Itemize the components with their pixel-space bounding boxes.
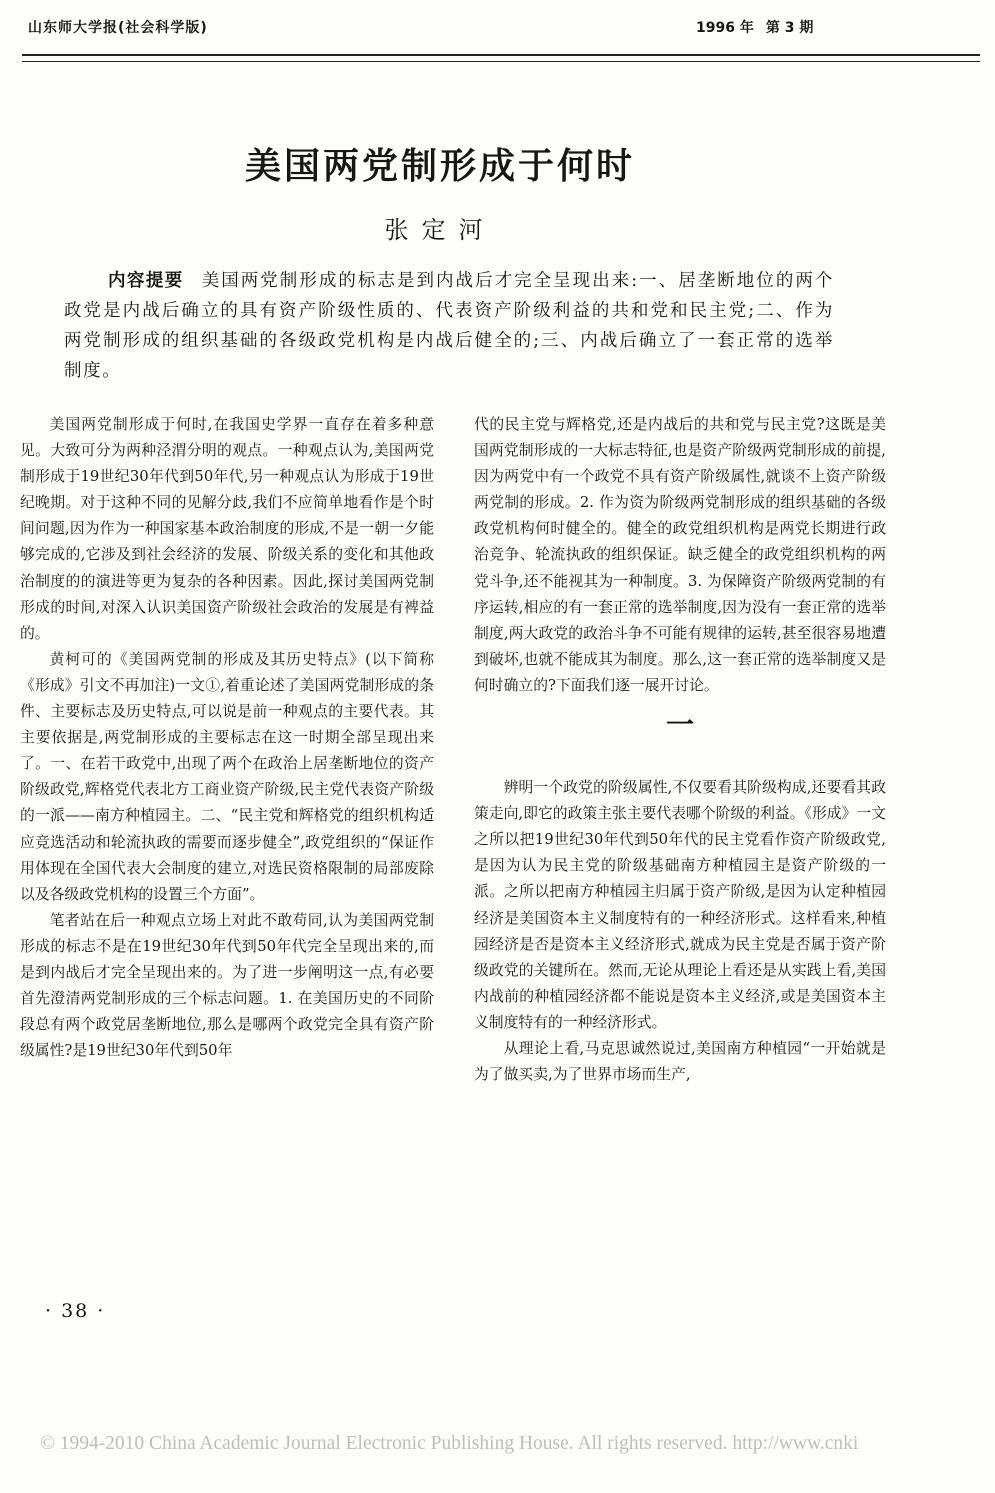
paragraph: 黄柯可的《美国两党制的形成及其历史特点》(以下简称《形成》引文不再加注)一文①,着重论述了美国两党制形成的条件、主要标志及历史特点,可以说是前一种观点的主要代表。其主要依据是,两党制形成的主要标志在这一时期全部呈现出来了。一、在若干政党中,出现了两个在政治上居垄断地位的资产阶级政党,辉格党代表北方工商业资产阶级,民主党代表资产阶级的一派——南方种植园主。二、“民主党和辉格党的组织机构适应竞选活动和轮流执政的需要而逐步健全”,政党组织的“保证作用体现在全国代表大会制度的建立,对选民资格限制的局部废除以及各级政党机构的设置三个方面”。 bbox=[20, 650, 434, 903]
abstract-label: 内容提要 bbox=[108, 271, 184, 291]
abstract-text: 美国两党制形成的标志是到内战后才完全呈现出来:一、居垄断地位的两个政党是内战后确立的具有资产阶级性质的、代表资产阶级利益的共和党和民主党;二、作为两党制形成的组织基础的各级政党机构是内战后健全的;三、内战后确立了一套正常的选举制度。 bbox=[64, 271, 834, 381]
section-heading: 一 bbox=[665, 708, 694, 742]
abstract bbox=[64, 266, 834, 386]
header-rule-thick bbox=[22, 54, 980, 56]
issue-year: 1996 年 bbox=[696, 20, 754, 36]
paragraph: 从理论上看,马克思诚然说过,美国南方种植园“一开始就是为了做买卖,为了世界市场而生产, bbox=[474, 1039, 886, 1084]
paragraph: 辨明一个政党的阶级属性,不仅要看其阶级构成,还要看其政策走向,即它的政策主张主要代表哪个阶级的利益。《形成》一文之所以把19世纪30年代到50年代的民主党看作资产阶级政党,是因为认为民主党的阶级基础南方种植园主是资产阶级的一派。之所以把南方种植园主归属于资产阶级,是因为认定种植园经济是美国资本主义制度特有的一种经济形式。这样看来,种植园经济是否是资本主义经济形式,就成为民主党是否属于资产阶级政党的关键所在。然而,无论从理论上看还是从实践上看,美国内战前的种植园经济都不能说是资本主义经济,或是美国资本主义制度特有的一种经济形式。 bbox=[474, 779, 886, 1031]
header-rule-thin bbox=[22, 61, 980, 62]
paragraph-continued: 代的民主党与辉格党,还是内战后的共和党与民主党?这既是美国两党制形成的一大标志特征,也是资产阶级两党制形成的前提,因为两党中有一个政党不具有资产阶级属性,就谈不上资产阶级两党制的形成。2. 作为资为阶级两党制形成的组织基础的各级政党机构何时健全的。健全的政党组织机构是两党长期进行政治竞争、轮流执政的组织保证。缺乏健全的政党组织机构的两党斗争,还不能视其为一种制度。3. 为保障资产阶级两党制的有序运转,相应的有一套正常的选举制度,因为没有一套正常的选举制度,两大政党的政治斗争不可能有规律的运转,甚至很容易地遭到破坏,也就不能成其为制度。那么,这一套正常的选举制度又是何时确立的?下面我们逐一展开讨论。 bbox=[474, 416, 886, 694]
paragraph: 美国两党制形成于何时,在我国史学界一直存在着多种意见。大致可分为两种泾渭分明的观点。一种观点认为,美国两党制形成于19世纪30年代到50年代,另一种观点认为形成于19世纪晚期。对于这种不同的见解分歧,我们不应简单地看作是个时间问题,因为作为一种国家基本政治制度的形成,不是一朝一夕能够完成的,它涉及到社会经济的发展、阶级关系的变化和其他政治制度的的演进等更为复杂的各种因素。因此,探讨美国两党制形成的时间,对深入认识美国资产阶级社会政治的发展是有裨益的。 bbox=[20, 416, 434, 642]
body-column-right bbox=[474, 412, 886, 1088]
issue-info bbox=[696, 17, 825, 37]
article-title: 美国两党制形成于何时 bbox=[244, 146, 635, 187]
article-author: 张定河 bbox=[384, 216, 496, 244]
issue-number: 第 3 期 bbox=[765, 20, 814, 36]
copyright-notice: © 1994-2010 China Academic Journal Electronic Publishing House. All rights reserved. http://www.cnki bbox=[40, 1433, 859, 1454]
journal-name: 山东师大学报(社会科学版) bbox=[28, 20, 208, 36]
body-column-left bbox=[20, 412, 434, 1064]
page-number: · 38 · bbox=[45, 1300, 106, 1322]
paragraph: 笔者站在后一种观点立场上对此不敢苟同,认为美国两党制形成的标志不是在19世纪30年代到50年代完全呈现出来的,而是到内战后才完全呈现出来的。为了进一步阐明这一点,有必要首先澄清两党制形成的三个标志问题。1. 在美国历史的不同阶段总有两个政党居垄断地位,那么是哪两个政党完全具有资产阶级属性?是19世纪30年代到50年 bbox=[20, 911, 434, 1060]
